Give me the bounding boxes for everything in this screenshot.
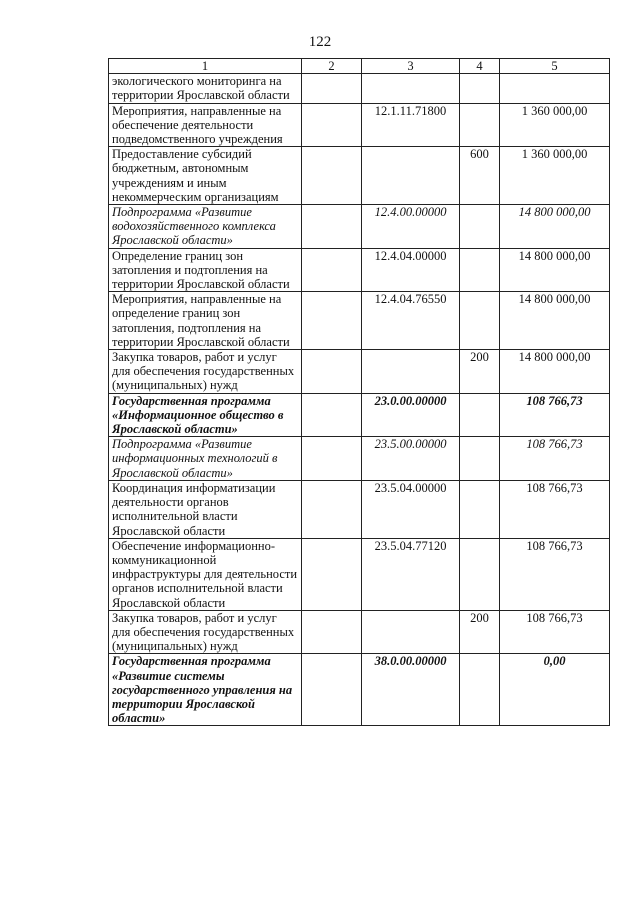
row-amount-cell: 14 800 000,00 (500, 205, 610, 249)
row-name-cell: Координация информатизации деятельности органов исполнительной власти Ярославской области (109, 480, 302, 538)
row-amount-cell: 14 800 000,00 (500, 350, 610, 394)
row-code-cell: 12.4.04.00000 (362, 248, 460, 292)
header-col-5: 5 (500, 59, 610, 74)
row-name-cell: Предоставление субсидий бюджетным, автономным учреждениям и иным некоммерческим организациям (109, 147, 302, 205)
row-col2-cell (302, 248, 362, 292)
table-row (109, 248, 610, 292)
row-code-cell (362, 350, 460, 394)
row-code-cell: 23.5.00.00000 (362, 437, 460, 481)
row-amount-cell: 108 766,73 (500, 480, 610, 538)
header-col-4: 4 (460, 59, 500, 74)
row-amount-cell: 108 766,73 (500, 393, 610, 437)
budget-table (108, 58, 610, 726)
row-group-cell: 200 (460, 610, 500, 654)
table-row (109, 538, 610, 610)
row-col2-cell (302, 393, 362, 437)
row-col2-cell (302, 610, 362, 654)
table-row (109, 103, 610, 147)
row-name-cell: Мероприятия, направленные на определение границ зон затопления, подтопления на территории Ярославской области (109, 292, 302, 350)
row-name-cell: Государственная программа «Развитие системы государственного управления на территории Ярославской области» (109, 654, 302, 726)
row-name-cell: Определение границ зон затопления и подтопления на территории Ярославской области (109, 248, 302, 292)
header-col-1: 1 (109, 59, 302, 74)
table-row (109, 654, 610, 726)
row-amount-cell: 14 800 000,00 (500, 292, 610, 350)
table-header-row (109, 59, 610, 74)
row-col2-cell (302, 437, 362, 481)
header-col-3: 3 (362, 59, 460, 74)
row-name-cell: Подпрограмма «Развитие водохозяйственного комплекса Ярославской области» (109, 205, 302, 249)
row-group-cell (460, 292, 500, 350)
row-col2-cell (302, 74, 362, 103)
row-group-cell (460, 103, 500, 147)
row-group-cell: 200 (460, 350, 500, 394)
row-amount-cell: 108 766,73 (500, 437, 610, 481)
row-col2-cell (302, 103, 362, 147)
row-col2-cell (302, 350, 362, 394)
row-group-cell (460, 248, 500, 292)
header-col-2: 2 (302, 59, 362, 74)
row-code-cell: 23.5.04.00000 (362, 480, 460, 538)
row-amount-cell: 108 766,73 (500, 538, 610, 610)
row-code-cell: 23.0.00.00000 (362, 393, 460, 437)
row-col2-cell (302, 480, 362, 538)
row-col2-cell (302, 538, 362, 610)
row-group-cell (460, 205, 500, 249)
table-row (109, 480, 610, 538)
page-number: 122 (308, 34, 332, 50)
table-row (109, 393, 610, 437)
table-row (109, 610, 610, 654)
row-amount-cell: 1 360 000,00 (500, 103, 610, 147)
row-col2-cell (302, 292, 362, 350)
row-code-cell (362, 610, 460, 654)
row-group-cell (460, 480, 500, 538)
row-group-cell: 600 (460, 147, 500, 205)
row-code-cell: 12.1.11.71800 (362, 103, 460, 147)
row-code-cell (362, 147, 460, 205)
table-body (109, 74, 610, 726)
row-group-cell (460, 74, 500, 103)
row-col2-cell (302, 205, 362, 249)
row-amount-cell: 14 800 000,00 (500, 248, 610, 292)
row-code-cell: 12.4.00.00000 (362, 205, 460, 249)
row-name-cell: экологического мониторинга на территории Ярославской области (109, 74, 302, 103)
row-name-cell: Подпрограмма «Развитие информационных технологий в Ярославской области» (109, 437, 302, 481)
row-group-cell (460, 654, 500, 726)
row-name-cell: Мероприятия, направленные на обеспечение деятельности подведомственного учреждения (109, 103, 302, 147)
table-row (109, 74, 610, 103)
row-amount-cell: 108 766,73 (500, 610, 610, 654)
row-name-cell: Закупка товаров, работ и услуг для обеспечения государственных (муниципальных) нужд (109, 610, 302, 654)
row-code-cell: 12.4.04.76550 (362, 292, 460, 350)
row-code-cell: 38.0.00.00000 (362, 654, 460, 726)
table-row (109, 350, 610, 394)
row-code-cell: 23.5.04.77120 (362, 538, 460, 610)
row-col2-cell (302, 654, 362, 726)
row-amount-cell (500, 74, 610, 103)
row-amount-cell: 1 360 000,00 (500, 147, 610, 205)
table-row (109, 147, 610, 205)
table-row (109, 292, 610, 350)
row-amount-cell: 0,00 (500, 654, 610, 726)
row-code-cell (362, 74, 460, 103)
row-group-cell (460, 437, 500, 481)
row-group-cell (460, 538, 500, 610)
row-name-cell: Закупка товаров, работ и услуг для обеспечения государственных (муниципальных) нужд (109, 350, 302, 394)
row-name-cell: Государственная программа «Информационное общество в Ярославской области» (109, 393, 302, 437)
row-col2-cell (302, 147, 362, 205)
row-group-cell (460, 393, 500, 437)
row-name-cell: Обеспечение информационно-коммуникационной инфраструктуры для деятельности органов исполнительной власти Ярославской области (109, 538, 302, 610)
table-row (109, 205, 610, 249)
table-row (109, 437, 610, 481)
